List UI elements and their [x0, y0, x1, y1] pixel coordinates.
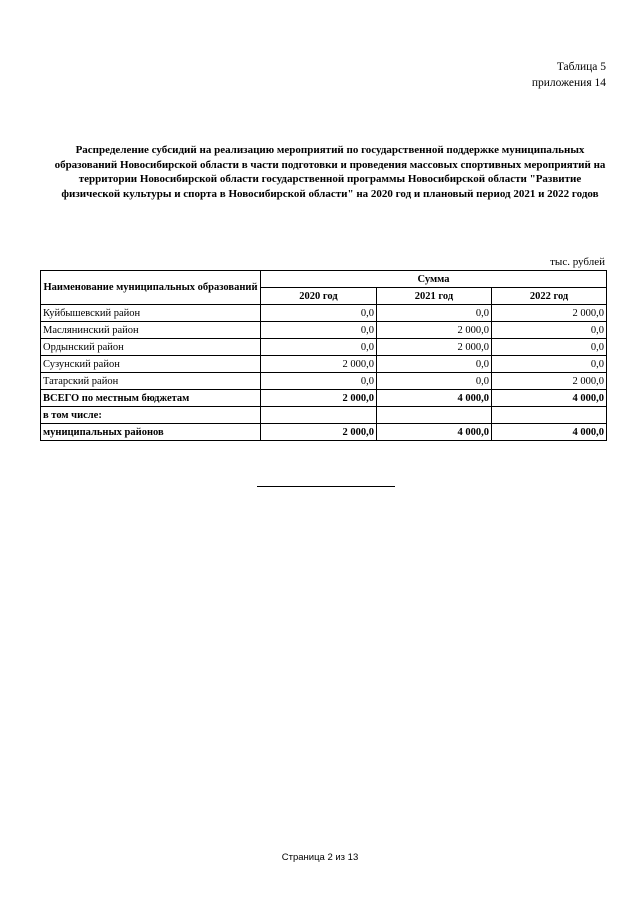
municipality-name: Куйбышевский район — [41, 305, 261, 322]
including-row — [41, 407, 607, 424]
year-2022-header: 2022 год — [492, 288, 607, 305]
municipal-2022: 4 000,0 — [492, 424, 607, 441]
municipality-column-header: Наименование муниципальных образований — [41, 271, 261, 305]
municipality-name: Татарский район — [41, 373, 261, 390]
table-row — [41, 339, 607, 356]
empty-cell — [492, 407, 607, 424]
value-2022: 0,0 — [492, 339, 607, 356]
total-2022: 4 000,0 — [492, 390, 607, 407]
municipal-districts-label: муниципальных районов — [41, 424, 261, 441]
total-2020: 2 000,0 — [261, 390, 377, 407]
value-2021: 0,0 — [377, 305, 492, 322]
sum-column-header: Сумма — [261, 271, 607, 288]
including-label: в том числе: — [41, 407, 261, 424]
table-row — [41, 305, 607, 322]
total-label: ВСЕГО по местным бюджетам — [41, 390, 261, 407]
year-2020-header: 2020 год — [261, 288, 377, 305]
municipality-name: Ордынский район — [41, 339, 261, 356]
value-2020: 0,0 — [261, 305, 377, 322]
total-2021: 4 000,0 — [377, 390, 492, 407]
municipal-2021: 4 000,0 — [377, 424, 492, 441]
table-row — [41, 322, 607, 339]
separator-line — [257, 486, 395, 487]
value-2022: 2 000,0 — [492, 305, 607, 322]
total-row — [41, 390, 607, 407]
municipality-name: Сузунский район — [41, 356, 261, 373]
value-2022: 0,0 — [492, 322, 607, 339]
units-label: тыс. рублей — [550, 256, 605, 268]
page-number: Страница 2 из 13 — [281, 852, 359, 863]
table-row — [41, 373, 607, 390]
value-2022: 2 000,0 — [492, 373, 607, 390]
value-2021: 2 000,0 — [377, 322, 492, 339]
value-2022: 0,0 — [492, 356, 607, 373]
value-2020: 0,0 — [261, 322, 377, 339]
value-2021: 0,0 — [377, 373, 492, 390]
municipality-name: Маслянинский район — [41, 322, 261, 339]
table-row — [41, 356, 607, 373]
municipal-districts-row — [41, 424, 607, 441]
value-2020: 2 000,0 — [261, 356, 377, 373]
subsidy-table — [40, 270, 607, 441]
document-title: Распределение субсидий на реализацию мероприятий по государственной поддержке муниципальных образований Новосибирской области в части подготовки и проведения массовых спортивных мероприятий на территории Новосибирской области государственной программы Новосибирской области "Развитие физической культуры и спорта в Новосибирской области" на 2020 год и плановый период 2021 и 2022 годов — [54, 144, 606, 200]
table-number: Таблица 5 — [556, 61, 606, 73]
empty-cell — [261, 407, 377, 424]
empty-cell — [377, 407, 492, 424]
value-2021: 0,0 — [377, 356, 492, 373]
year-2021-header: 2021 год — [377, 288, 492, 305]
municipal-2020: 2 000,0 — [261, 424, 377, 441]
value-2020: 0,0 — [261, 339, 377, 356]
appendix-reference: приложения 14 — [531, 77, 606, 89]
table-reference — [532, 59, 606, 91]
value-2020: 0,0 — [261, 373, 377, 390]
value-2021: 2 000,0 — [377, 339, 492, 356]
